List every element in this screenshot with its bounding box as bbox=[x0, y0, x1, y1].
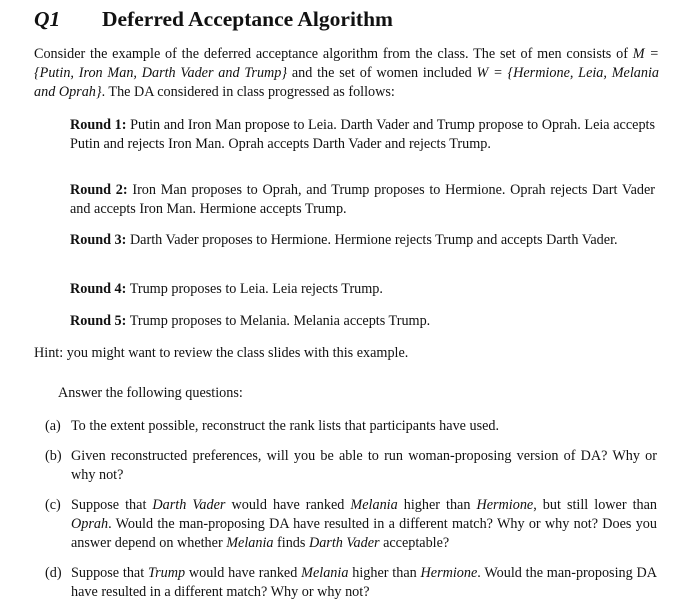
question-label: (b) bbox=[45, 448, 62, 464]
round-label: Round 1: bbox=[70, 117, 127, 133]
intro-paragraph bbox=[34, 45, 659, 102]
women-set: W = {Hermione, Leia, Melania and Oprah} bbox=[34, 65, 660, 100]
round-text: Iron Man proposes to Oprah, and Trump proposes to Hermione. Oprah rejects Dart Vader and accepts Iron Man. Hermione accepts Trump. bbox=[70, 182, 655, 217]
name-emphasis: Melania bbox=[301, 565, 349, 581]
question-text-part: . Would the man-proposing DA have resulted in a different match? Why or why not? Does you answer depend on whether bbox=[71, 516, 657, 551]
intro-text: . The DA considered in class progressed as follows: bbox=[101, 84, 395, 100]
question-text-part: finds bbox=[273, 535, 309, 551]
name-emphasis: Oprah bbox=[71, 516, 109, 532]
question-text: To the extent possible, reconstruct the rank lists that participants have used. bbox=[71, 418, 500, 434]
round-text: Trump proposes to Melania. Melania accepts Trump. bbox=[129, 313, 431, 329]
round-2 bbox=[70, 181, 655, 219]
question-text: Given reconstructed preferences, will you be able to run woman-proposing version of DA? Why or why not? bbox=[71, 448, 657, 483]
question-text-part: Suppose that bbox=[71, 565, 148, 581]
question-text-part: higher than bbox=[348, 565, 421, 581]
question-number: Q1 bbox=[34, 7, 61, 31]
question-text-part: higher than bbox=[397, 497, 477, 513]
question-text-part: , but still lower than bbox=[533, 497, 658, 513]
question-label: (a) bbox=[45, 418, 61, 434]
round-label: Round 4: bbox=[70, 281, 127, 297]
question-text-part: . Would the man-proposing DA have resulted in a different match? Why or why not? bbox=[71, 565, 658, 600]
question-text-part: would have ranked bbox=[225, 497, 351, 513]
question-text bbox=[71, 564, 657, 602]
question-title: Deferred Acceptance Algorithm bbox=[102, 7, 393, 31]
question-d bbox=[45, 564, 657, 602]
question-b bbox=[45, 447, 657, 485]
name-emphasis: Melania bbox=[350, 497, 398, 513]
question-a bbox=[45, 417, 657, 436]
round-3 bbox=[70, 231, 655, 250]
name-emphasis: Trump bbox=[147, 565, 186, 581]
question-text bbox=[71, 496, 657, 553]
question-label: (c) bbox=[45, 497, 61, 513]
name-emphasis: Hermione bbox=[420, 565, 478, 581]
name-emphasis: Darth Vader bbox=[152, 497, 226, 513]
intro-text: Consider the example of the deferred acceptance algorithm from the class. The set of men consists of bbox=[34, 46, 633, 62]
round-label: Round 2: bbox=[70, 182, 128, 198]
question-c bbox=[45, 496, 657, 553]
round-label: Round 5: bbox=[70, 313, 127, 329]
intro-text: and the set of women included bbox=[287, 65, 477, 81]
round-5 bbox=[70, 312, 655, 331]
round-text: Putin and Iron Man propose to Leia. Darth Vader and Trump propose to Oprah. Leia accepts Putin and rejects Iron Man. Oprah accepts Darth Vader and rejects Trump. bbox=[70, 117, 655, 152]
question-text-part: Suppose that bbox=[71, 497, 153, 513]
round-4 bbox=[70, 280, 655, 299]
men-set: M = {Putin, Iron Man, Darth Vader and Trump} bbox=[34, 46, 659, 81]
name-emphasis: Darth Vader bbox=[308, 535, 380, 551]
question-text-part: acceptable? bbox=[379, 535, 450, 551]
round-text: Darth Vader proposes to Hermione. Hermione rejects Trump and accepts Darth Vader. bbox=[129, 232, 618, 248]
name-emphasis: Melania bbox=[226, 535, 274, 551]
question-text-part: would have ranked bbox=[185, 565, 302, 581]
name-emphasis: Hermione bbox=[476, 497, 534, 513]
question-label: (d) bbox=[45, 565, 62, 581]
round-1 bbox=[70, 116, 655, 154]
hint-text: Hint: you might want to review the class slides with this example. bbox=[34, 345, 409, 361]
question-heading bbox=[34, 5, 393, 33]
questions-lead: Answer the following questions: bbox=[58, 385, 243, 401]
round-label: Round 3: bbox=[70, 232, 127, 248]
round-text: Trump proposes to Leia. Leia rejects Trump. bbox=[129, 281, 383, 297]
